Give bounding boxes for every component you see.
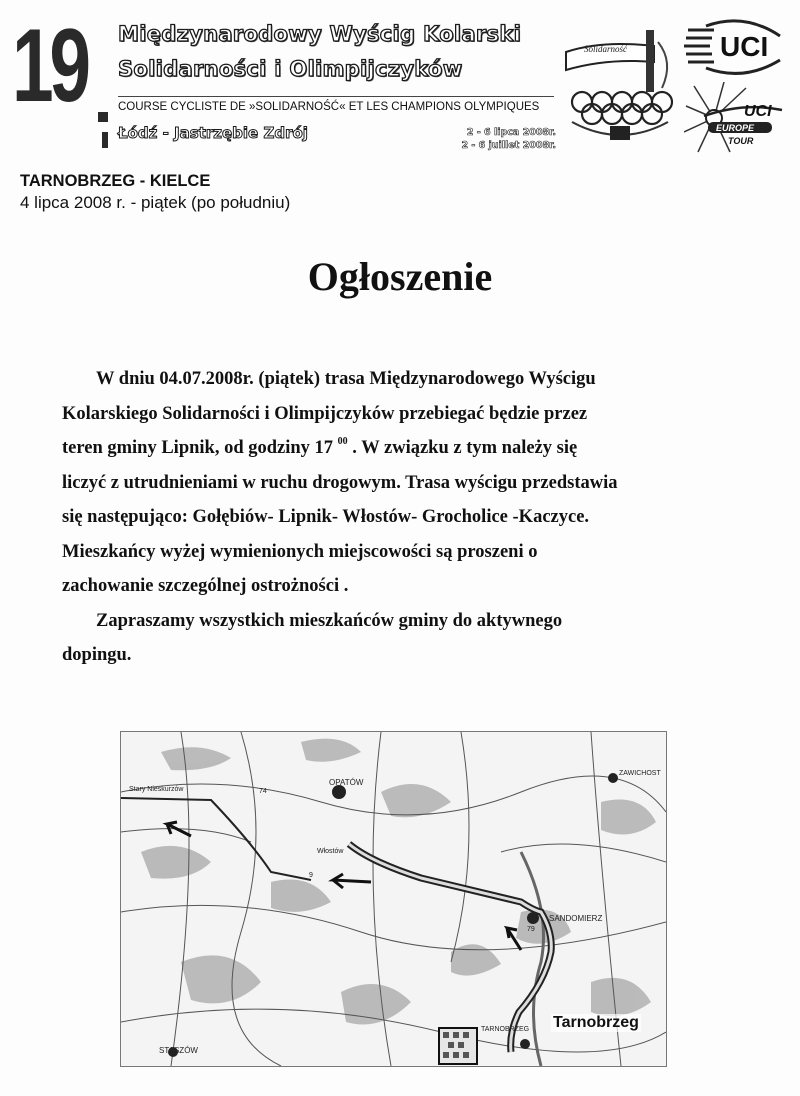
race-route: Łódź - Jastrzębie Zdrój	[118, 124, 308, 142]
map-label-tarnobrzeg: Tarnobrzeg	[553, 1014, 639, 1031]
europe-tour-text-line1: EUROPE	[716, 123, 755, 133]
map-label-stary-nieskurzow: Stary Nieskurzów	[129, 786, 184, 793]
uci-logo-text: UCI	[720, 31, 769, 62]
course-subtitle: COURSE CYCLISTE DE »SOLIDARNOŚĆ« ET LES CHAMPIONS OLYMPIQUES	[118, 101, 540, 113]
announcement-line: Zapraszamy wszystkich mieszkańców gminy do aktywnego	[96, 610, 563, 631]
map-label-road-74: 74	[259, 788, 267, 795]
announcement-line: się następująco: Gołębiów- Lipnik- Włostów- Grocholice -Kaczyce.	[62, 507, 590, 527]
race-dates-fr: 2 - 6 juillet 2008r.	[461, 140, 556, 151]
route-map	[120, 731, 667, 1067]
announcement-line: zachowanie szczególnej ostrożności .	[62, 576, 349, 596]
map-label-opatow: OPATÓW	[329, 778, 364, 787]
announcement-line: W dniu 04.07.2008r. (piątek) trasa Międzynarodowego Wyścigu	[96, 369, 596, 389]
stage-date: 4 lipca 2008 r. - piątek (po południu)	[20, 193, 291, 212]
race-title-line1: Międzynarodowy Wyścig Kolarski	[118, 22, 522, 46]
announcement-line: teren gminy Lipnik, od godziny 17	[62, 438, 334, 458]
announcement-line: . W związku z tym należy się	[347, 438, 578, 458]
header-divider	[118, 96, 554, 97]
map-label-road-79: 79	[527, 926, 535, 933]
race-title-line2: Solidarności i Olimpijczyków	[118, 57, 463, 81]
solidarnosc-logo-text: Solidarność	[584, 44, 628, 54]
map-label-zawichost: ZAWICHOST	[619, 770, 661, 777]
announcement-line: dopingu.	[62, 645, 132, 665]
map-label-road-9: 9	[309, 872, 313, 879]
announcement-line: Mieszkańcy wyżej wymienionych miejscowości są proszeni o	[62, 541, 538, 562]
announcement-line-time	[62, 431, 712, 466]
race-dates	[430, 126, 556, 152]
announcement-line: Kolarskiego Solidarności i Olimpijczyków przebiegać będzie przez	[62, 403, 588, 424]
edition-number: 19	[12, 8, 87, 124]
edition-dot	[98, 112, 108, 122]
stage-route: TARNOBRZEG - KIELCE	[20, 172, 211, 190]
time-minutes-superscript: 00	[337, 436, 348, 447]
svg-text:UCI: UCI	[744, 103, 772, 120]
document-heading: Ogłoszenie	[307, 254, 493, 299]
page-header	[0, 0, 800, 165]
europe-tour-text-line2: TOUR	[728, 136, 754, 146]
map-label-staszow: STASZÓW	[159, 1046, 198, 1055]
solidarnosc-olympic-logo	[562, 22, 678, 150]
map-label-sandomierz: SANDOMIERZ	[549, 914, 603, 923]
uci-europe-tour-logo	[684, 82, 784, 154]
uci-logo	[684, 16, 784, 78]
map-label-wlostow: Włostów	[317, 848, 344, 855]
map-label-tarnobrzeg-small: TARNOBRZEG	[481, 1026, 530, 1033]
race-dates-pl: 2 - 6 lipca 2008r.	[466, 127, 556, 138]
announcement-line: liczyć z utrudnieniami w ruchu drogowym. Trasa wyścigu przedstawia	[62, 472, 618, 493]
edition-ordinal-mark	[102, 132, 108, 148]
announcement-body	[62, 362, 712, 673]
